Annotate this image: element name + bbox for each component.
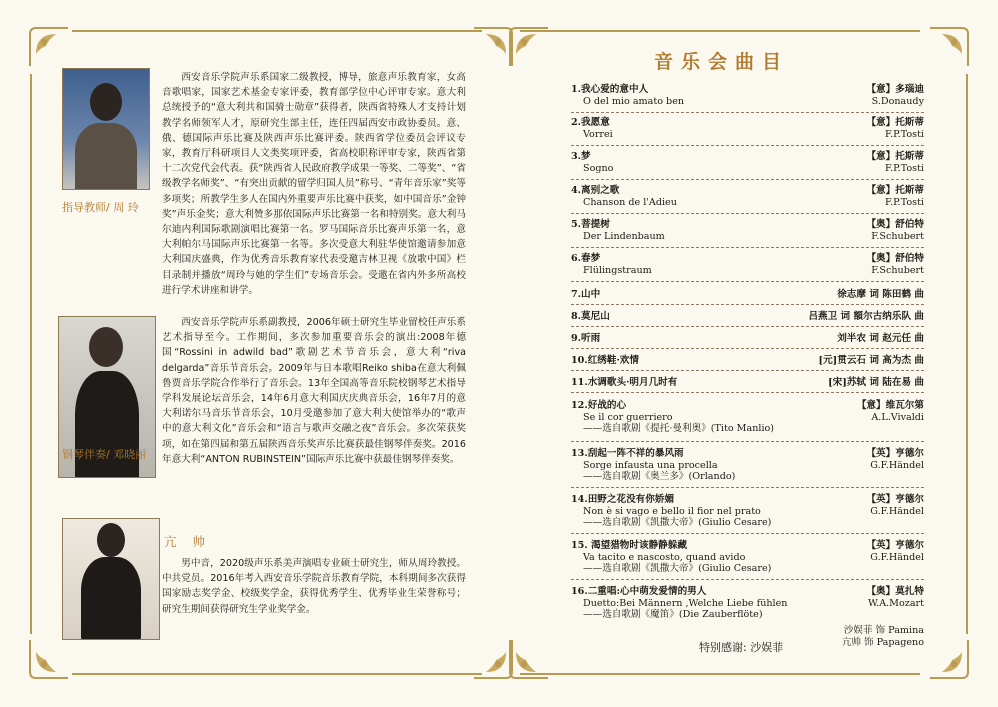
- frame-top-left: [72, 30, 482, 32]
- piece-title-zh: 9.听雨: [571, 333, 601, 344]
- piece-title-zh: 8.莫尼山: [571, 311, 610, 322]
- divider: [571, 348, 924, 349]
- piece-source: ——选自歌剧《凯撒大帝》(Giulio Cesare): [583, 563, 772, 574]
- bio-deng-xiaoli: [58, 316, 470, 516]
- composer-en: W.A.Mozart: [867, 597, 924, 609]
- divider: [571, 247, 924, 248]
- portrait-photo: [62, 518, 160, 640]
- composer-zh: 【英】亨德尔: [866, 448, 924, 459]
- composer-en: S.Donaudy: [871, 95, 924, 107]
- composer-zh: 【奥】舒伯特: [866, 253, 924, 264]
- piece-title-orig: Sorge infausta una procella: [583, 459, 718, 471]
- composer-zh: 【意】托斯蒂: [866, 117, 924, 128]
- bio-caption: 钢琴伴奏/ 邓晓丽: [62, 448, 147, 461]
- piece-title-zh: 3.梦: [571, 151, 591, 162]
- piece-title-zh: 14.田野之花没有你娇媚: [571, 494, 675, 505]
- frame-left: [30, 74, 32, 634]
- composer-zh: 【英】亨德尔: [866, 540, 924, 551]
- bio-kang-shuai: [58, 518, 470, 678]
- piece-title-zh: 2.我愿意: [571, 117, 610, 128]
- composer-en: F.P.Tosti: [884, 128, 924, 140]
- composer-zh: 【意】托斯蒂: [866, 185, 924, 196]
- piece-title-zh: 5.菩提树: [571, 219, 610, 230]
- composer-en: G.F.Händel: [870, 551, 924, 563]
- piece-source: ——选自歌剧《提托·曼利奥》(Tito Manlio): [583, 423, 775, 434]
- piece-source: ——选自歌剧《奥兰多》(Orlando): [583, 471, 736, 482]
- piece-title-orig: Duetto:Bei Männern ,Welche Liebe fühlen: [583, 597, 788, 609]
- piece-title-zh: 4.离别之歌: [571, 185, 620, 196]
- piece-title-orig: O del mio amato ben: [583, 95, 685, 107]
- divider: [571, 487, 924, 488]
- divider: [571, 579, 924, 580]
- piece-title-zh: 7.山中: [571, 289, 601, 300]
- bio-zhou-ling: [58, 68, 470, 296]
- frame-bottom-right: [520, 673, 920, 675]
- divider: [571, 145, 924, 146]
- composer-zh: 【意】维瓦尔第: [856, 400, 924, 411]
- piece-title-zh: 12.好战的心: [571, 400, 627, 411]
- piece-title-orig: Se il cor guerriero: [583, 411, 673, 423]
- piece-credit: [宋]苏轼 词 陆在易 曲: [828, 377, 924, 388]
- composer-zh: 【意】多瑙迪: [866, 84, 924, 95]
- piece-title-zh: 15. 渴望猎物时该静静躲藏: [571, 540, 687, 551]
- special-thanks: 特别感谢: 沙娱菲: [699, 641, 784, 654]
- program-title: 音乐会曲目: [654, 51, 790, 73]
- portrait-photo: [62, 68, 150, 190]
- divider: [571, 326, 924, 327]
- divider: [571, 179, 924, 180]
- piece-title-zh: 16.二重唱:心中萌发爱情的男人: [571, 586, 707, 597]
- piece-title-orig: Non è si vago e bello il fior nel prato: [583, 505, 761, 517]
- piece-source: ——选自歌剧《魔笛》(Die Zauberflöte): [583, 609, 763, 620]
- divider: [571, 281, 924, 282]
- divider: [571, 392, 924, 393]
- composer-en: G.F.Händel: [870, 505, 924, 517]
- frame-top-right: [520, 30, 920, 32]
- cast-pamina: 沙娱菲 饰 Pamina: [843, 625, 924, 636]
- composer-en: F.Schubert: [871, 264, 924, 276]
- divider: [571, 533, 924, 534]
- composer-zh: 【奥】舒伯特: [866, 219, 924, 230]
- piece-title-zh: 1.我心爱的意中人: [571, 84, 649, 95]
- piece-title-orig: Flülingstraum: [583, 264, 652, 276]
- bio-text: 西安音乐学院声乐系副教授，2006年硕士研究生毕业留校任声乐系艺术指导至今。工作期间，多次参加重要音乐会的演出:2008年德国“Rossini in adwild bad”歌剧艺术节音乐会，意大利“riva delgarda”音乐节音乐会。2009年与日本歌唱Reiko shiba在意大利佩鲁贾音乐学院合作举行了音乐会。13年全国高等音乐院校钢琴艺术指导学科发展论坛音乐会，14年6月意大利国庆庆典音乐会，16年7月的意大利诺尔马音乐节音乐会，10月受邀参加了意大利大使馆举办的“歌声中的意大利文化”音乐会和“语言与歌声交融之夜”音乐会。多次荣获奖项，如在第四届和第五届陕西音乐奖声乐比赛获最佳钢琴伴奏奖。2016年意大利“ANTON RUBINSTEIN”国际声乐比赛中获最佳钢琴伴奏奖。: [162, 317, 466, 465]
- corner-ornament-icon: [926, 24, 972, 70]
- divider: [571, 213, 924, 214]
- piece-title-orig: Sogno: [583, 162, 614, 174]
- composer-en: F.Schubert: [871, 230, 924, 242]
- bio-name: 亢 帅: [164, 534, 211, 549]
- divider: [571, 370, 924, 371]
- piece-title-orig: Va tacito e nascosto, quand avido: [583, 551, 746, 563]
- cast-papageno: 亢帅 饰 Papageno: [841, 637, 924, 648]
- divider: [571, 304, 924, 305]
- bio-text: 西安音乐学院声乐系国家二级教授，博导，旅意声乐教育家，女高音歌唱家，国家艺术基金专家评委，教育部学位中心评审专家。意大利总统授予的“意大利共和国骑士勋章”获得者，陕西省特殊人才支持计划教学名师领军人才，原研究生部主任，连任四届西安市政协委员。意、俄、德国际声乐比赛及陕西声乐比赛评委。陕西省学位委员会评议专家，教育厅科研项目人文类奖项评委，省高校职称评审专家，陕西省第十二次党代会代表。获“陕西省人民政府教学成果一等奖、二等奖”、“省级教学名师奖”、“有突出贡献的留学归国人员”称号、“青年音乐家”奖等多项奖；所教学生多人在国内外重要声乐比赛中获奖，如中国音乐”金钟奖”声乐金奖；意大利赞多那依国际声乐比赛第一名和特别奖。意大利马尔迪内利国际歌剧演唱比赛第一名。罗马国际音乐比赛声乐第一名，意大利帕尔马国际声乐比赛第一名等。多次受意大利驻华使馆邀请参加意大利国庆盛典，作为优秀音乐教育家代表受邀吉林卫视《放歌中国》栏目录制并播放“周玲与她的学生们”专场音乐会。受邀在省内外多所高校进行学术讲座和讲学。: [162, 72, 466, 296]
- composer-en: G.F.Händel: [870, 459, 924, 471]
- composer-en: F.P.Tosti: [884, 196, 924, 208]
- composer-zh: 【意】托斯蒂: [866, 151, 924, 162]
- piece-title-orig: Der Lindenbaum: [583, 230, 665, 242]
- corner-ornament-icon: [506, 636, 552, 682]
- piece-credit: 徐志摩 词 陈田鹤 曲: [837, 289, 924, 300]
- piece-credit: 刘半农 词 赵元任 曲: [837, 333, 924, 344]
- piece-source: ——选自歌剧《凯撒大帝》(Giulio Cesare): [583, 517, 772, 528]
- frame-right: [966, 74, 968, 634]
- divider: [571, 441, 924, 442]
- corner-ornament-icon: [506, 24, 552, 70]
- composer-zh: 【英】亨德尔: [866, 494, 924, 505]
- piece-title-zh: 6.春梦: [571, 253, 601, 264]
- composer-en: F.P.Tosti: [884, 162, 924, 174]
- piece-title-zh: 10.红绣鞋·欢情: [571, 355, 639, 366]
- corner-ornament-icon: [926, 636, 972, 682]
- corner-ornament-icon: [26, 24, 72, 70]
- composer-en: A.L.Vivaldi: [871, 411, 924, 423]
- piece-title-zh: 13.刮起一阵不祥的暴风雨: [571, 448, 684, 459]
- divider: [571, 112, 924, 113]
- piece-title-zh: 11.水调歌头·明月几时有: [571, 377, 678, 388]
- composer-zh: 【奥】莫扎特: [866, 586, 924, 597]
- bio-text: 男中音，2020级声乐系美声演唱专业硕士研究生，师从周玲教授。中共党员。2016年考入西安音乐学院音乐教育学院，本科期间多次获得国家励志奖学金、校级奖学金，获得优秀学生、优秀毕业生荣誉称号；研究生期间获得研究生学业奖学金。: [162, 558, 466, 615]
- bio-caption: 指导教师/ 周 玲: [62, 201, 139, 214]
- piece-title-orig: Vorrei: [583, 128, 613, 140]
- piece-credit: 吕燕卫 词 額尔古纳乐队 曲: [808, 311, 924, 322]
- piece-credit: [元]贯云石 词 高为杰 曲: [818, 355, 924, 366]
- piece-title-orig: Chanson de l'Adieu: [583, 196, 677, 208]
